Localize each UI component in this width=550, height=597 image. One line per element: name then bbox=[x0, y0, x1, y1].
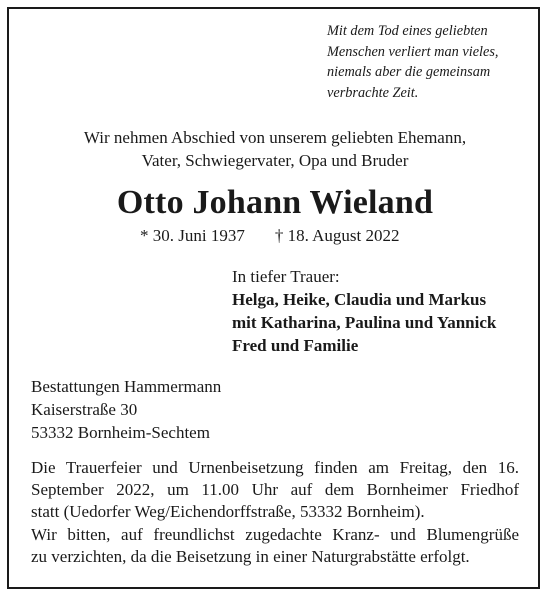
notice-line: Wir bitten, auf freundlichst zugedachte Kranz- und Blumengrüße bbox=[31, 524, 519, 544]
quote-line: Menschen verliert man vieles, bbox=[327, 43, 499, 60]
notice-line: zu verzichten, da die Beisetzung in einer Naturgrabstätte erfolgt. bbox=[31, 546, 470, 566]
funeral-home-address bbox=[31, 375, 221, 444]
life-dates bbox=[140, 225, 400, 247]
notice-line: statt (Uedorfer Weg/Eichendorffstraße, 53332 Bornheim). bbox=[31, 502, 425, 522]
notice-line: Die Trauerfeier und Urnenbeisetzung finden am Freitag, den 16. bbox=[31, 458, 519, 477]
intro-line: Vater, Schwiegervater, Opa und Bruder bbox=[141, 151, 409, 170]
deceased-name: Otto Johann Wieland bbox=[116, 184, 434, 221]
mourners-block bbox=[232, 265, 496, 357]
mourners-family-line: Helga, Heike, Claudia und Markus bbox=[232, 290, 487, 309]
funeral-home-name: Bestattungen Hammermann bbox=[31, 377, 222, 396]
quote-line: niemals aber die gemeinsam bbox=[327, 64, 491, 81]
funeral-notice bbox=[31, 457, 519, 568]
funeral-home-street: Kaiserstraße 30 bbox=[31, 400, 138, 419]
farewell-intro bbox=[20, 126, 530, 172]
death-date: † 18. August 2022 bbox=[274, 226, 400, 245]
notice-line: September 2022, um 11.00 Uhr auf dem Bornheimer Friedhof bbox=[31, 480, 519, 500]
quote-line: verbrachte Zeit. bbox=[327, 85, 419, 102]
quote-line: Mit dem Tod eines geliebten bbox=[327, 23, 488, 39]
mourners-heading: In tiefer Trauer: bbox=[232, 267, 340, 286]
funeral-home-city: 53332 Bornheim-Sechtem bbox=[31, 423, 210, 442]
intro-line: Wir nehmen Abschied von unserem geliebten Ehemann, bbox=[83, 128, 467, 147]
birth-date: * 30. Juni 1937 bbox=[140, 226, 245, 245]
mourners-family-line: Fred und Familie bbox=[232, 336, 359, 355]
mourners-family-line: mit Katharina, Paulina und Yannick bbox=[232, 313, 497, 332]
memorial-quote bbox=[327, 21, 532, 104]
